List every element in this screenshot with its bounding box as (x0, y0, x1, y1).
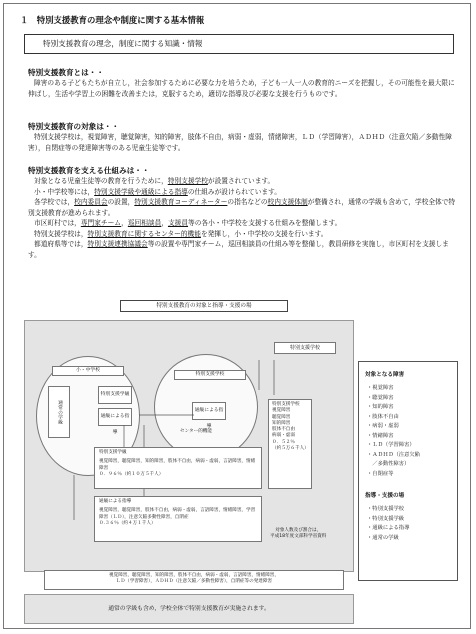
target-item: ・視覚障害 (367, 385, 394, 391)
tsukyu-box: 通級による指導 (98, 408, 132, 426)
target-item: ・病弱・虚弱 (367, 423, 399, 429)
places-list (359, 505, 457, 543)
section-body-target: 特別支援学校は，視覚障害，聴覚障害，知的障害，肢体不自由，病弱・虚弱，情緒障害，ＬＤ（学習障害），ＡＤＨＤ（注意欠陥／多動性障害），自閉症等の発達障害等のある児童生徒等です。 (28, 133, 452, 152)
source-note: 対象人数及び割合は， 平成18年度文部科学省資料 (270, 528, 327, 540)
normal-class-detail: 視覚障害，聴覚障害，知的障害，肢体不自由，病弱・虚弱，言語障害，情緒障害， ＬＤ（学習障害），ＡＤＨＤ（注意欠陥／多動性障害），自閉症等の発達障害 (44, 570, 344, 590)
section-title-target: 特別支援教育の対象は・・ (28, 122, 120, 131)
sps-count: （約５万６千人） (272, 446, 309, 452)
place-item: ・特別支援学校 (367, 506, 405, 512)
sps-detail-title: 特別支援学校 (272, 402, 300, 407)
legend-panel (358, 361, 458, 581)
center-function-label: センター的機能 (180, 429, 212, 434)
tk-detail-text: 視覚障害，聴覚障害，肢体不自由，病弱・虚弱，言語障害，情緒障害，学習障害（ＬＤ），注意欠陥多動性障害，自閉症 (99, 508, 256, 520)
special-school-label: 特別支援学校 (174, 370, 246, 380)
sc-detail-text: 視覚障害，聴覚障害，知的障害，肢体不自由，病弱・虚弱，言語障害，情緒障害 (99, 459, 256, 471)
target-item: ・肢体不自由 (367, 413, 399, 420)
sps-top-label: 特別支援学校 (274, 342, 336, 354)
place-item: ・通常の学級 (367, 534, 399, 541)
section-body-system: 対象となる児童生徒等の教育を行うために，特別支援学校が設置されています。 小・中学校等には，特別支援学級や通級による指導の仕組みが設けられています。 各学校では，校内委員会の設置，特別支援教育コーディネーターの指名などの校内支援体制が整備され，通常の学級も含めて，学校全体で特別支援教育が進められます。 市区町村では，専門家チーム，巡回相談員，支援員等の各小・中学校を支援する仕組みを整備します。 特別支援学校は，特別支援教育に関するセンター的機能を発揮し，小・中学校の支援を行います。 都道府県等では，特別支援連携協議会等の設置や専門家チーム，巡回相談員の仕組み等を整備し，教員研修を実施し，市区町村を支援します。 (28, 177, 456, 259)
subheading-box: 特別支援教育の理念，制度に関する知識・情報 (24, 34, 454, 54)
special-class-detail (94, 447, 262, 489)
sps-item: 視覚障害 (272, 408, 291, 414)
tsukyu-detail (94, 496, 262, 542)
sps-item: 知的障害 (272, 420, 291, 426)
special-class-box: 特別支援学級 (98, 386, 132, 404)
target-item: ・ＬＤ（学習障害） (367, 442, 415, 448)
normal-class-box: 通常の学級 (48, 386, 70, 438)
place-item: ・特別支援学級 (367, 515, 405, 522)
section-title-ideal: 特別支援教育とは・・ (28, 68, 104, 77)
footer-banner: 通常の学級も含め，学校全体で特別支援教育が実施されます。 (24, 594, 354, 624)
places-title: 指導・支援の場 (365, 493, 405, 499)
target-item: ／多動性障害） (367, 461, 410, 467)
document-page (3, 3, 471, 629)
place-item: ・通級による指導 (367, 525, 410, 531)
sps-item: 肢体不自由 (272, 427, 295, 433)
sc-percent: ０．９６％（約１０万５千人） (99, 471, 164, 477)
tk-detail-title: 通級による指導 (99, 499, 132, 504)
targets-list (359, 384, 457, 479)
section-body-ideal: 障害のある子どもたちが自立し，社会参加するために必要な力を培うため，子ども一人一人の教育的ニーズを把握し，その可能性を最大限に伸ばし，生活や学習上の困難を改善または，克服するため，適切な指導及び必要な支援を行うものです。 (28, 79, 455, 98)
target-item: ・知的障害 (367, 404, 394, 410)
target-item: ・ＡＤＨＤ（注意欠陥 (367, 451, 420, 458)
targets-title: 対象となる障害 (365, 372, 405, 378)
tsukyu-box-2: 通級による指導 (192, 402, 226, 420)
page-heading: １ 特別支援教育の理念や制度に関する基本情報 (20, 15, 205, 25)
sps-item: 聴覚障害 (272, 414, 291, 420)
sc-detail-title: 特別支援学級 (99, 450, 127, 455)
sps-item: 病弱・虚弱 (272, 433, 295, 439)
target-item: ・情緒障害 (367, 432, 394, 439)
section-title-system: 特別支援教育を支える仕組みは・・ (28, 166, 150, 175)
target-item: ・聴覚障害 (367, 394, 394, 401)
sps-percent: ０．５２％ (272, 439, 295, 445)
special-school-detail (268, 399, 312, 489)
elementary-school-label: 小・中学校 (52, 366, 124, 376)
diagram-title: 特別支援教育の対象と指導・支援の場 (120, 300, 288, 312)
tk-percent: ０.３６％（約４万１千人） (99, 520, 156, 526)
target-item: ・自閉症等 (367, 470, 394, 477)
